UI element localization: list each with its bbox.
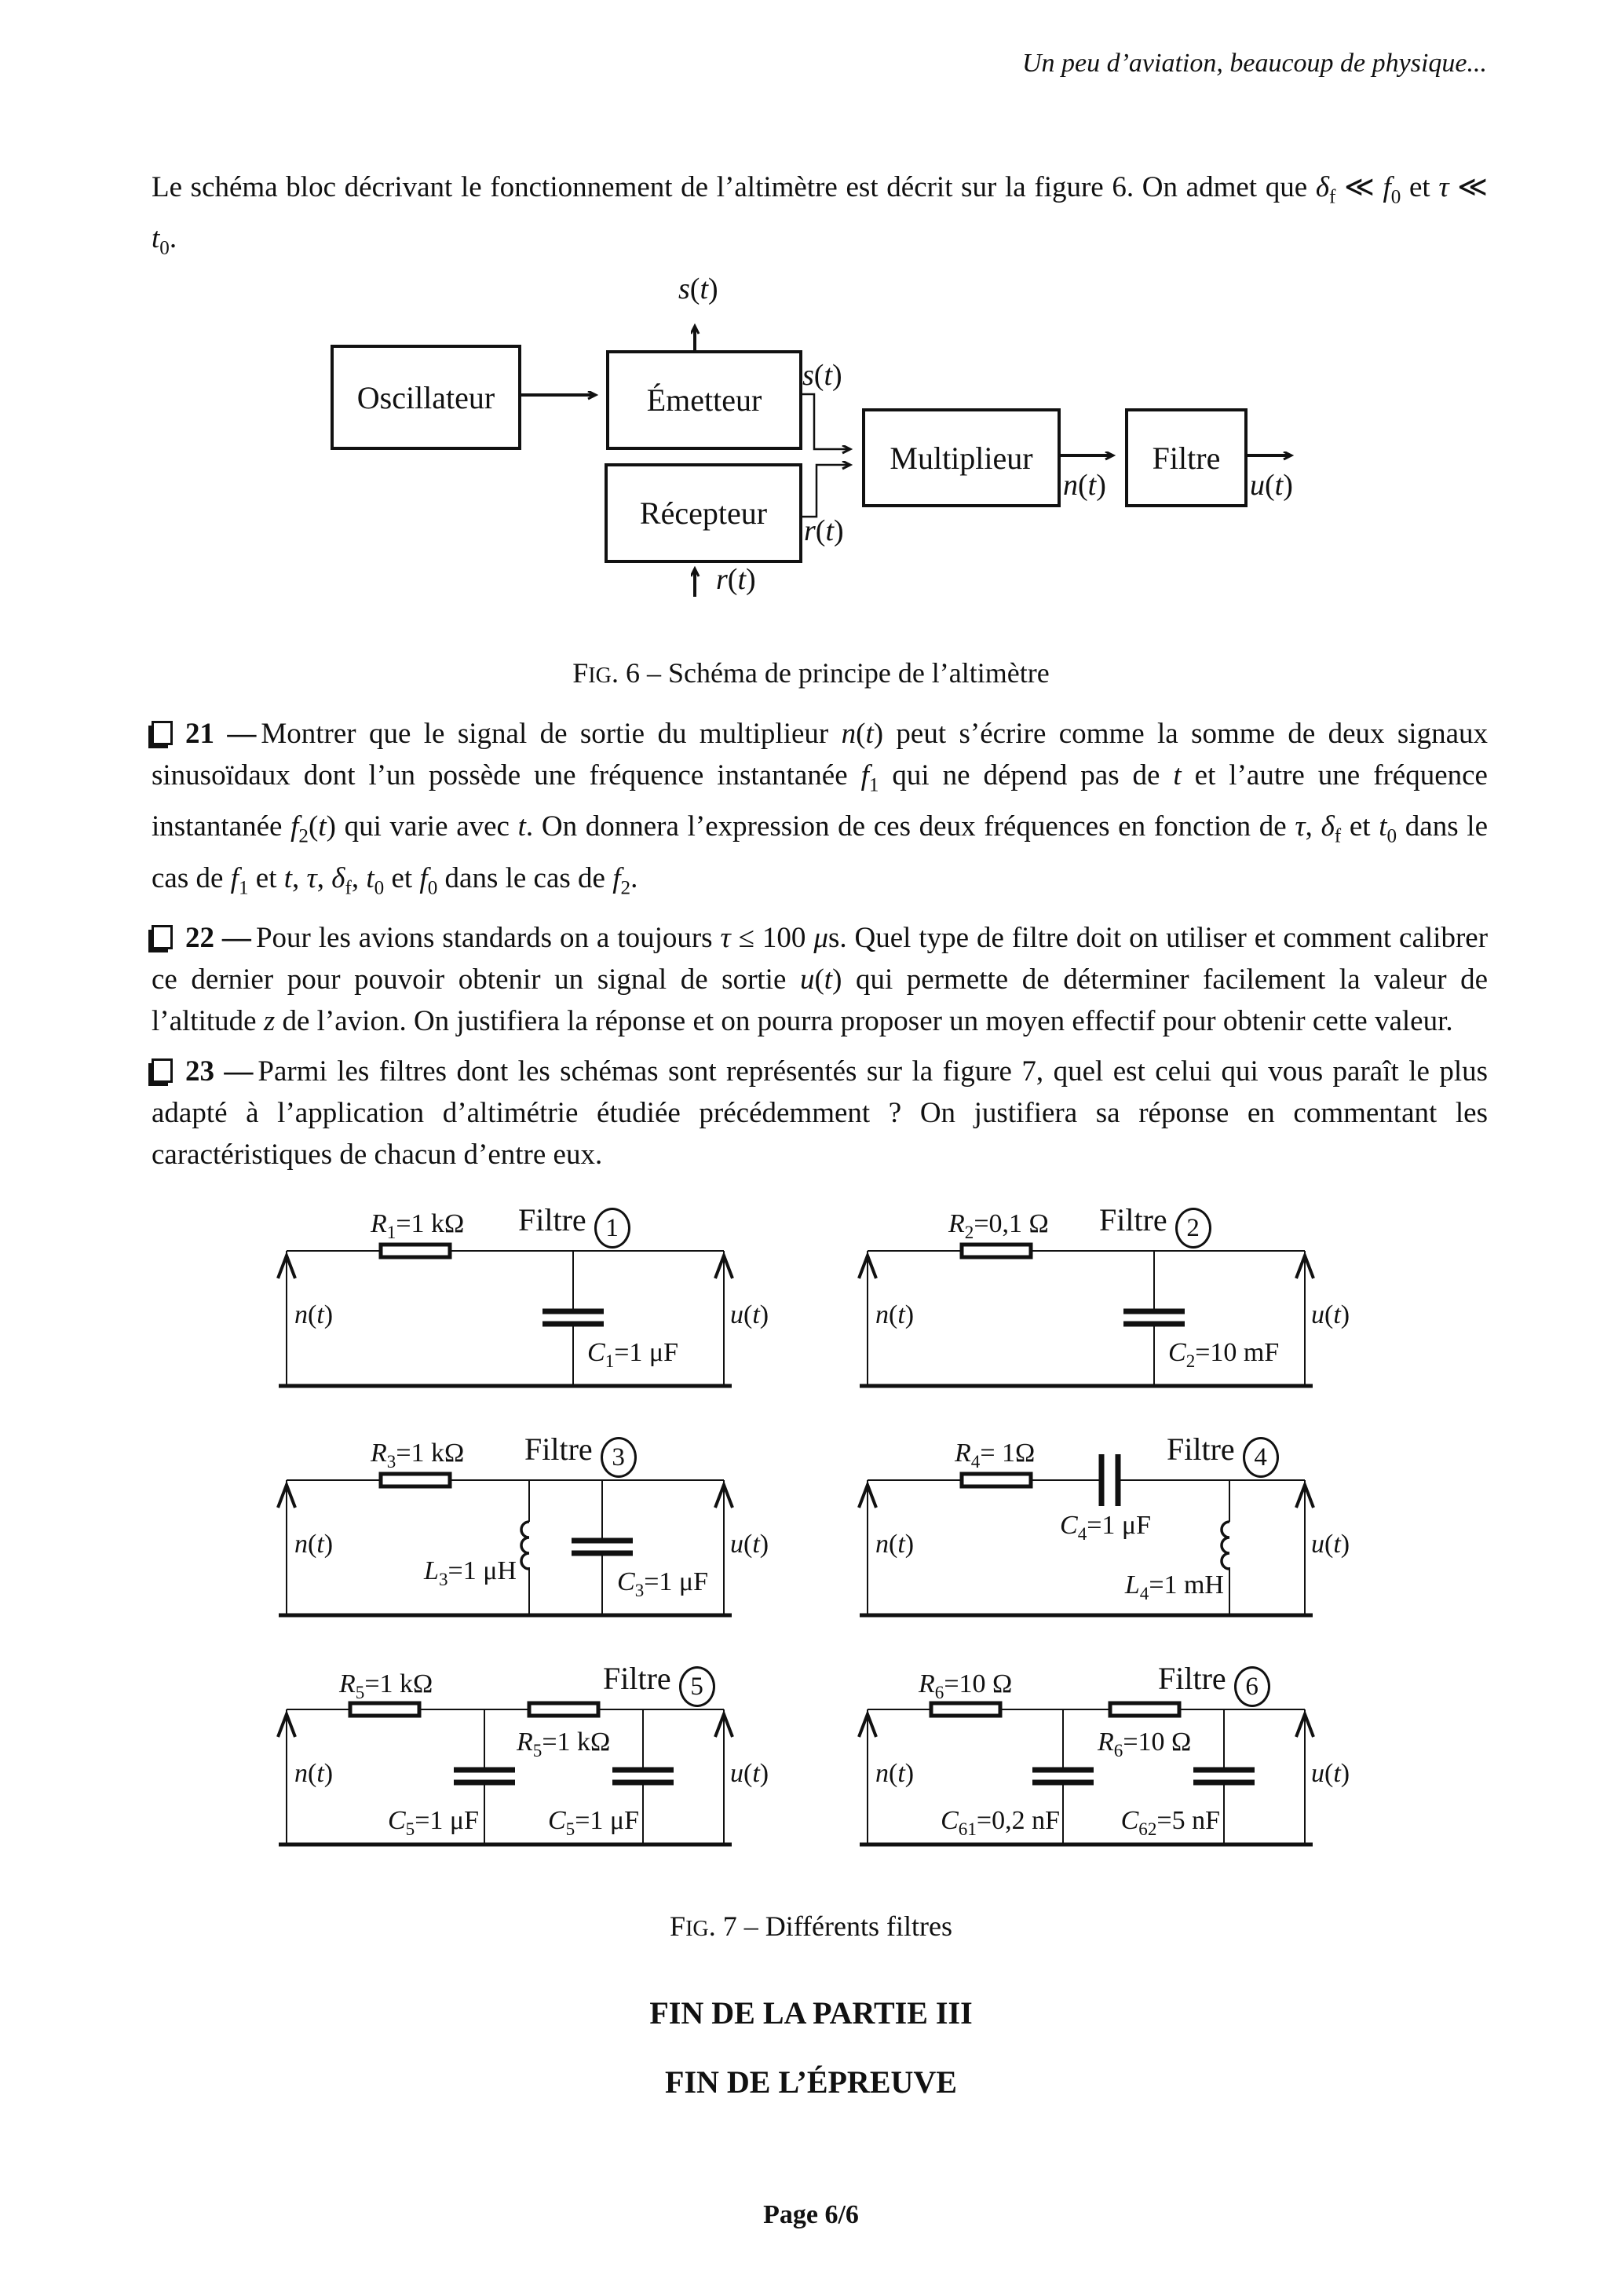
block-recepteur-label: Récepteur xyxy=(639,495,768,531)
resistor-value-label: $R_4= 1\Omega$ xyxy=(955,1439,1036,1472)
figure7-caption: FIG. 7 – Différents filtres xyxy=(670,1910,952,1942)
output-signal-label: u(t) xyxy=(1311,1300,1350,1329)
output-signal-label: u(t) xyxy=(730,1759,769,1788)
filter-1-title xyxy=(518,1201,630,1249)
signal-r-mid: r(t) xyxy=(804,514,844,547)
resistor-symbol xyxy=(962,1245,1031,1257)
question-21-text: Montrer que le signal de sortie du multiplieur n(t) peut s’écrire comme la somme de deux signaux sinusoïdaux dont l’un possède une fréquence instantanée $f_1$ qui ne dépend pas de t et l’autre une fréquence instantanée $f_2(t)$ qui varie avec t. On donnera l’expression de ces deux fréquences en fonction de τ, $\delta_f$ et $t_0$ dans le cas de $f_1$ et t, τ, $\delta_f$, $t_0$ et $f_0$ dans le cas de $f_2$. xyxy=(152,718,1489,899)
question-22 xyxy=(152,917,1488,1042)
capacitor-symbol xyxy=(1123,1311,1185,1324)
input-signal-label: n(t) xyxy=(875,1759,915,1788)
signal-s-top: s(t) xyxy=(678,272,718,305)
filter-1-circuit xyxy=(220,1194,769,1423)
figure6-diagram xyxy=(330,267,1319,612)
filter-title-text: Filtre xyxy=(518,1202,586,1238)
filter-6-circuit xyxy=(801,1652,1350,1881)
block-multiplieur-label: Multiplieur xyxy=(890,440,1033,476)
capacitor-value-label: $C_1=1$ μF xyxy=(587,1338,679,1372)
resistor-value-label: $R_2=0,1$ Ω xyxy=(948,1209,1049,1243)
resistor-symbol xyxy=(381,1245,450,1257)
filter-5-title xyxy=(603,1660,715,1707)
filter-number-badge: 5 xyxy=(679,1666,715,1707)
filter-title-text: Filtre xyxy=(1167,1431,1235,1467)
receiver-to-multiplier-wire xyxy=(796,465,849,517)
resistor-value-label: $R_3=1$ kΩ xyxy=(371,1439,465,1472)
resistor-symbol xyxy=(962,1474,1031,1486)
question-22-text: Pour les avions standards on a toujours τ ≤ 100 μs. Quel type de filtre doit on utiliser et comment calibrer ce dernier pour pouvoir obtenir un signal de sortie u(t) qui permette de déterminer facilement la valeur de l’altitude z de l’avion. On justifiera la réponse et on pourra proposer un moyen effectif pour obtenir cette valeur. xyxy=(152,922,1489,1038)
block-multiplieur xyxy=(862,408,1061,507)
input-signal-label: n(t) xyxy=(294,1300,334,1329)
capacitor2-value-label: $C_5=1$ μF xyxy=(547,1806,639,1840)
question-23-text: Parmi les filtres dont les schémas sont représentés sur la figure 7, quel est celui qui vous paraît le plus adapté à l’application d’altimétrie étudiée précédemment ? On justifiera sa réponse en commentant les caractéristiques de chacun d’entre eux. xyxy=(152,1055,1489,1172)
block-recepteur xyxy=(605,463,802,563)
block-emetteur xyxy=(606,350,802,450)
capacitor-symbol xyxy=(572,1541,633,1553)
filter-3-title xyxy=(524,1431,637,1478)
question-marker-icon xyxy=(152,925,173,949)
resistor1-value-label: $R_6=10$ Ω xyxy=(919,1669,1013,1703)
block-emetteur-label: Émetteur xyxy=(646,382,762,418)
inductor-symbol xyxy=(1222,1522,1229,1569)
block-oscillateur xyxy=(331,345,521,450)
signal-s-mid: s(t) xyxy=(802,359,842,392)
wire xyxy=(868,1480,1305,1615)
resistor-symbol xyxy=(529,1703,598,1716)
block-filtre-label: Filtre xyxy=(1152,440,1221,476)
filter-3-circuit xyxy=(220,1423,769,1652)
resistor1-value-label: $R_5=1$ kΩ xyxy=(339,1669,433,1703)
wire xyxy=(287,1709,724,1844)
filter-2-title xyxy=(1099,1201,1211,1249)
figure6-caption: FIG. 6 – Schéma de principe de l’altimètre xyxy=(572,657,1050,689)
inductor-value-label: $L_3=1$ μH xyxy=(424,1556,517,1590)
block-filtre xyxy=(1125,408,1248,507)
capacitor-value-label: $C_2=10$ mF xyxy=(1168,1338,1280,1372)
filter-number-badge: 3 xyxy=(601,1437,637,1478)
resistor2-value-label: $R_5=1$ kΩ xyxy=(517,1727,611,1761)
intro-paragraph: Le schéma bloc décrivant le fonctionnement de l’altimètre est décrit sur la figure 6. On admet que $\delta_f$ ≪ $f_0$ et τ ≪ $t_0$. xyxy=(152,171,1489,259)
question-23 xyxy=(152,1051,1488,1175)
output-signal-label: u(t) xyxy=(730,1530,769,1559)
end-of-part-line: FIN DE LA PARTIE III xyxy=(649,1995,973,2031)
input-signal-label: n(t) xyxy=(875,1300,915,1329)
capacitor-symbol xyxy=(612,1770,674,1782)
emitter-to-multiplier-wire xyxy=(796,394,849,449)
filter-6-title xyxy=(1158,1660,1270,1707)
block-oscillateur-label: Oscillateur xyxy=(356,379,495,415)
filter-number-badge: 6 xyxy=(1234,1666,1270,1707)
capacitor1-value-label: $C_{61}=0,2$ nF xyxy=(941,1806,1060,1840)
capacitor-value-label: $C_3=1$ μF xyxy=(617,1567,709,1601)
filter-number-badge: 2 xyxy=(1175,1208,1211,1249)
question-marker-icon xyxy=(152,1058,173,1083)
question-marker-icon xyxy=(152,721,173,745)
filter-title-text: Filtre xyxy=(1158,1661,1226,1696)
filter-title-text: Filtre xyxy=(603,1661,671,1696)
filter-title-text: Filtre xyxy=(524,1431,593,1467)
question-23-number: 23 — xyxy=(185,1055,254,1088)
series-capacitor-symbol xyxy=(1101,1454,1118,1506)
inductor-value-label: $L_4=1$ mH xyxy=(1124,1570,1224,1604)
capacitor-value-label: $C_4=1$ μF xyxy=(1060,1511,1152,1545)
resistor2-value-label: $R_6=10$ Ω xyxy=(1098,1727,1192,1761)
filter-2-circuit xyxy=(801,1194,1350,1423)
filter-5-circuit xyxy=(220,1652,769,1881)
input-signal-label: n(t) xyxy=(294,1759,334,1788)
output-signal-label: u(t) xyxy=(730,1300,769,1329)
capacitor2-value-label: $C_{62}=5$ nF xyxy=(1120,1806,1220,1840)
output-signal-label: u(t) xyxy=(1311,1530,1350,1559)
input-signal-label: n(t) xyxy=(294,1530,334,1559)
signal-r-bottom: r(t) xyxy=(716,563,756,596)
input-signal-label: n(t) xyxy=(875,1530,915,1559)
resistor-symbol xyxy=(350,1703,419,1716)
capacitor-symbol xyxy=(542,1311,604,1324)
question-22-number: 22 — xyxy=(185,922,251,955)
filter-4-title xyxy=(1167,1431,1279,1478)
running-title: Un peu d’aviation, beaucoup de physique... xyxy=(1021,49,1487,78)
page-number: Page 6/6 xyxy=(763,2200,859,2229)
filter-number-badge: 1 xyxy=(594,1208,630,1249)
end-of-exam-line: FIN DE L’ÉPREUVE xyxy=(665,2064,957,2100)
resistor-symbol xyxy=(931,1703,1000,1716)
capacitor-symbol xyxy=(1032,1770,1094,1782)
capacitor-symbol xyxy=(454,1770,515,1782)
filter-number-badge: 4 xyxy=(1243,1437,1279,1478)
capacitor1-value-label: $C_5=1$ μF xyxy=(387,1806,479,1840)
resistor-value-label: $R_1=1$ kΩ xyxy=(371,1209,465,1243)
question-21-number: 21 — xyxy=(185,718,257,750)
question-21 xyxy=(152,713,1488,909)
capacitor-symbol xyxy=(1193,1770,1255,1782)
filter-4-circuit xyxy=(801,1423,1350,1652)
signal-u: u(t) xyxy=(1250,469,1293,502)
signal-n: n(t) xyxy=(1063,469,1106,502)
filter-title-text: Filtre xyxy=(1099,1202,1167,1238)
output-signal-label: u(t) xyxy=(1311,1759,1350,1788)
inductor-symbol xyxy=(521,1522,529,1569)
questions-block xyxy=(152,713,1488,1184)
resistor-symbol xyxy=(381,1474,450,1486)
